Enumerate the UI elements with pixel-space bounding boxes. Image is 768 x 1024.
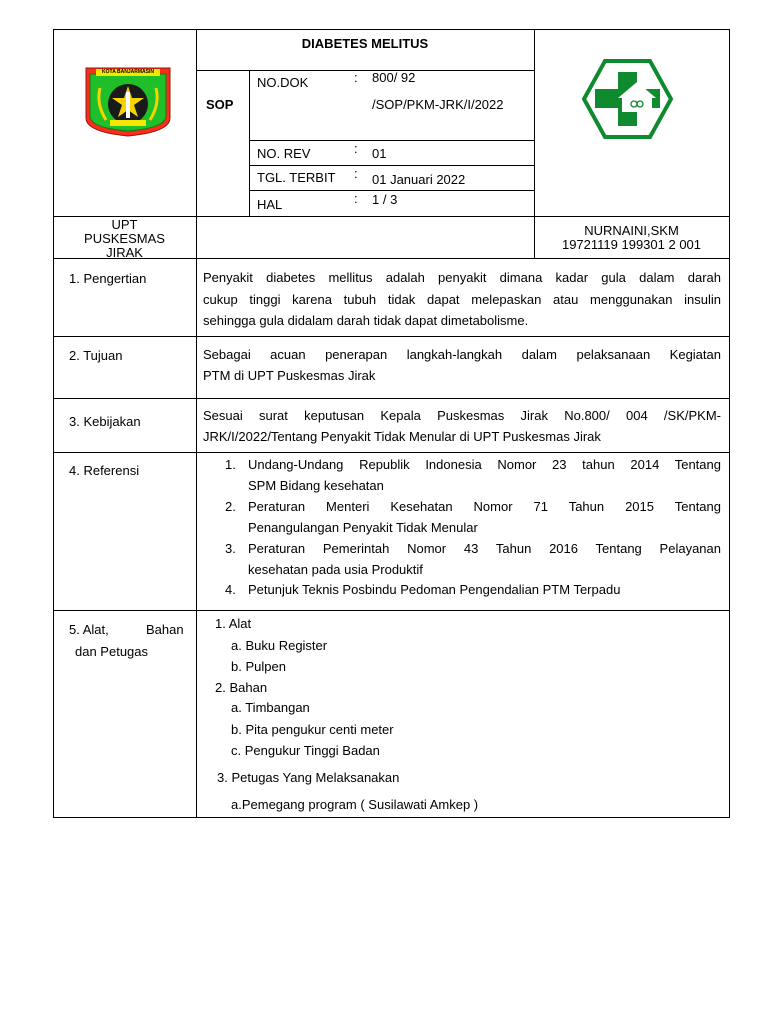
row-divider-norev: [249, 165, 534, 166]
meta-value-hal: 1 / 3: [372, 192, 398, 207]
section-label-alat-part2: Bahan: [146, 622, 184, 637]
row-divider-nodok: [249, 140, 534, 141]
bahan-item-a: a. Timbangan: [231, 700, 310, 715]
meta-sep-norev: :: [354, 141, 358, 156]
referensi-num-2: 2.: [225, 499, 236, 514]
referensi-item-3-line-2: kesehatan pada usia Produktif: [248, 562, 423, 577]
row-divider-1: [53, 336, 730, 337]
signer-name: NURNAINI,SKM: [584, 223, 679, 238]
emblem-banner-text: KOTA BANJARMASIN: [102, 69, 154, 75]
referensi-item-3-line-1: Peraturan Pemerintah Nomor 43 Tahun 2016 Tentang Pelayanan: [248, 541, 721, 556]
meta-label-nodok: NO.DOK: [257, 75, 309, 90]
table-border-left: [53, 29, 54, 818]
section-label-alat-part1: 5. Alat,: [69, 622, 109, 637]
pengertian-line-2: cukup tinggi karena tubuh tidak dapat melepaskan atau menggunakan insulin: [203, 292, 721, 307]
table-border-top: [53, 29, 730, 30]
row-divider-4: [53, 610, 730, 611]
referensi-item-2-line-2: Penangulangan Penyakit Tidak Menular: [248, 520, 478, 535]
document-title: DIABETES MELITUS: [301, 36, 429, 51]
meta-sep-tgl: :: [354, 166, 358, 181]
section-label-kebijakan: 3. Kebijakan: [69, 414, 141, 429]
meta-label-hal: HAL: [257, 197, 283, 212]
kebijakan-line-1: Sesuai surat keputusan Kepala Puskesmas Jirak No.800/ 004 /SK/PKM-: [203, 408, 721, 423]
alat-item-a: a. Buku Register: [231, 638, 328, 653]
column-divider-main: [196, 29, 197, 818]
table-border-right: [729, 29, 730, 818]
petugas-heading: 3. Petugas Yang Melaksanakan: [217, 770, 400, 785]
meta-sep-nodok: :: [354, 70, 358, 85]
meta-value-tgl: 01 Januari 2022: [372, 172, 466, 187]
alat-item-b: b. Pulpen: [231, 659, 286, 674]
regional-emblem-logo: [82, 64, 174, 138]
meta-label-tgl: TGL. TERBIT: [257, 170, 336, 185]
sop-label: SOP: [206, 97, 234, 112]
row-divider-title: [196, 70, 534, 71]
row-divider-3: [53, 452, 730, 453]
section-label-referensi: 4. Referensi: [69, 463, 140, 478]
petugas-item-a: a.Pemegang program ( Susilawati Amkep ): [231, 797, 479, 812]
meta-value-nodok-2: /SOP/PKM-JRK/I/2022: [372, 97, 504, 112]
row-divider-2: [53, 398, 730, 399]
section-label-pengertian: 1. Pengertian: [69, 271, 147, 286]
referensi-item-2-line-1: Peraturan Menteri Kesehatan Nomor 71 Tahun 2015 Tentang: [248, 499, 721, 514]
referensi-item-1-line-1: Undang-Undang Republik Indonesia Nomor 23 tahun 2014 Tentang: [248, 457, 721, 472]
column-divider-sop: [249, 70, 250, 216]
tujuan-line-1: Sebagai acuan penerapan langkah-langkah dalam pelaksanaan Kegiatan: [203, 347, 721, 362]
referensi-num-4: 4.: [225, 582, 236, 597]
signer-nip: 19721119 199301 2 001: [561, 237, 702, 252]
kebijakan-line-2: JRK/I/2022/Tentang Penyakit Tidak Menular di UPT Puskesmas Jirak: [203, 429, 601, 444]
row-divider-tgl: [249, 190, 534, 191]
meta-value-nodok: 800/ 92: [372, 70, 416, 85]
bahan-item-c: c. Pengukur Tinggi Badan: [231, 743, 380, 758]
tujuan-line-2: PTM di UPT Puskesmas Jirak: [203, 368, 376, 383]
table-border-bottom: [53, 817, 730, 818]
meta-sep-hal: :: [354, 191, 358, 206]
bahan-item-b: b. Pita pengukur centi meter: [231, 722, 394, 737]
pengertian-line-1: Penyakit diabetes mellitus adalah penyakit dimana kadar gula dalam darah: [203, 270, 721, 285]
org-line-1: UPT: [111, 217, 138, 232]
referensi-item-4-line-1: Petunjuk Teknis Posbindu Pedoman Pengendalian PTM Terpadu: [248, 582, 621, 597]
puskesmas-logo: [581, 58, 674, 140]
org-line-2: PUSKESMAS: [84, 231, 165, 246]
pengertian-line-3: sehingga gula didalam darah tidak dapat dimetabolisme.: [203, 313, 529, 328]
referensi-item-1-line-2: SPM Bidang kesehatan: [248, 478, 384, 493]
alat-heading: 1. Alat: [215, 616, 252, 631]
bahan-heading: 2. Bahan: [215, 680, 268, 695]
referensi-num-1: 1.: [225, 457, 236, 472]
meta-value-norev: 01: [372, 146, 387, 161]
meta-label-norev: NO. REV: [257, 146, 311, 161]
referensi-num-3: 3.: [225, 541, 236, 556]
org-line-3: JIRAK: [106, 245, 143, 260]
section-label-tujuan: 2. Tujuan: [69, 348, 123, 363]
section-label-alat-line2: dan Petugas: [75, 644, 149, 659]
